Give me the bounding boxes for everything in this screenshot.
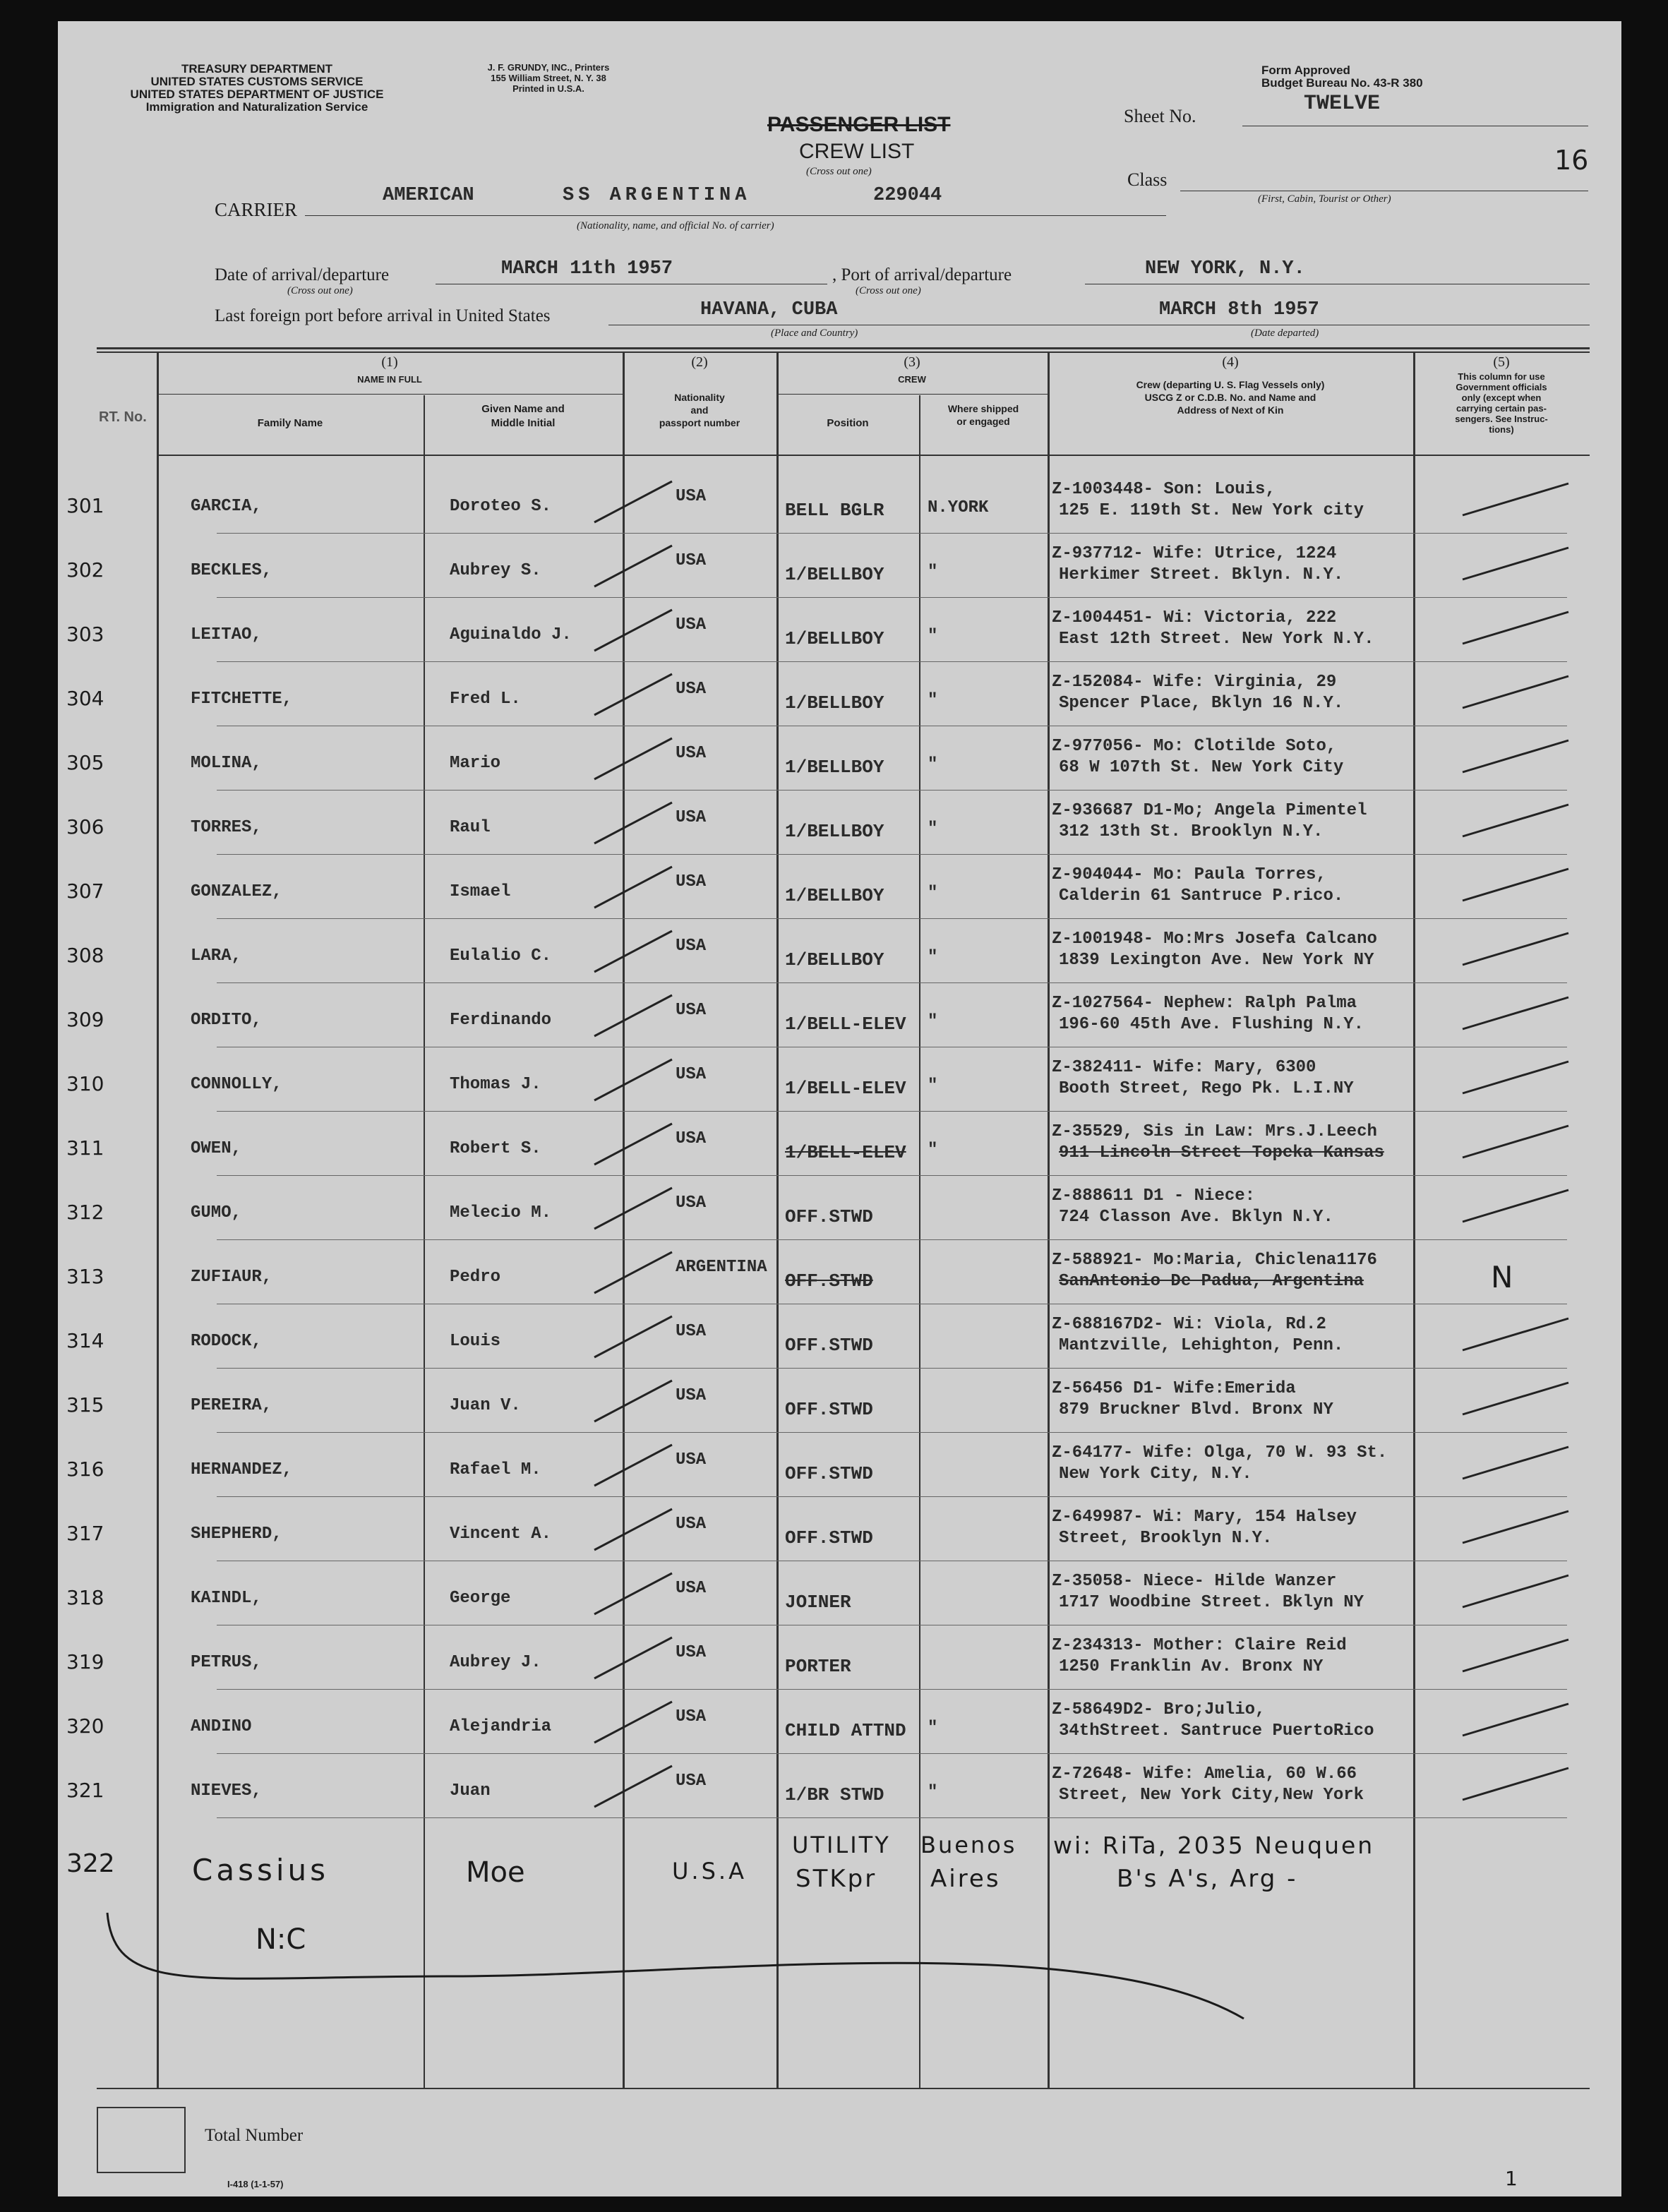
row-family-name: PETRUS, [191,1653,262,1672]
check-stroke [594,674,672,715]
col-4-number: (4) [1222,354,1239,370]
row-position: OFF.STWD [785,1527,873,1549]
document-sheet [58,21,1621,2196]
row-shipped-at: " [928,691,938,710]
row-line-number: 313 [66,1265,104,1288]
row-kin-line-1: Z-234313- Mother: Claire Reid [1052,1636,1347,1655]
row-kin-line-2: Booth Street, Rego Pk. L.I.NY [1059,1079,1354,1098]
row-family-name: NIEVES, [191,1781,262,1801]
row-kin-line-1: Z-588921- Mo:Maria, Chiclena1176 [1052,1251,1377,1270]
row-given-name: Melecio M. [450,1203,552,1222]
row-line-number: 307 [66,879,104,903]
col-5-line-5: sengers. See Instruc- [1455,414,1548,424]
row-family-name: FITCHETTE, [191,690,293,709]
col5-check-stroke [1463,740,1568,772]
arrival-port: NEW YORK, N.Y. [1145,258,1305,279]
row-nationality: USA [676,615,707,635]
col-4-line-3: Address of Next of Kin [1177,404,1284,416]
row-kin-line-1: Z-937712- Wife: Utrice, 1224 [1052,544,1337,563]
row-given-name: Juan V. [450,1396,521,1415]
row-shipped-at: N.YORK [928,498,989,517]
row-position: OFF.STWD [785,1463,873,1484]
row-kin-line-1: Z-688167D2- Wi: Viola, Rd.2 [1052,1315,1326,1334]
col5-n-mark: N [1491,1260,1513,1294]
title-crew-list: CREW LIST [799,140,915,163]
row-line-number: 319 [66,1650,104,1673]
check-stroke [594,1252,672,1293]
col-4-line-2: USCG Z or C.D.B. No. and Name and [1144,392,1316,403]
carrier-label: CARRIER [215,199,298,220]
row-nationality: USA [676,1065,707,1084]
check-stroke [594,995,672,1036]
row-kin-line-2: Calderin 61 Santruce P.rico. [1059,886,1344,906]
col-nat-2: and [690,404,709,416]
col5-check-stroke [1463,997,1568,1029]
row-given-name: George [450,1589,511,1608]
check-stroke [594,1124,672,1165]
col-5-line-2: Government officials [1456,382,1547,392]
row-shipped-at: " [928,1076,938,1095]
row-given-name: Raul [450,818,491,837]
row-nationality: USA [676,808,707,827]
row-family-name: GUMO, [191,1203,242,1222]
printer-line-3: Printed in U.S.A. [512,83,584,94]
row-family-name: PEREIRA, [191,1396,272,1415]
row-given-name: Ismael [450,882,511,901]
row-line-number: 312 [66,1201,104,1224]
row-kin-line-1: Z-649987- Wi: Mary, 154 Halsey [1052,1508,1357,1527]
col-3-title: CREW [898,374,926,385]
row-position: BELL BGLR [785,500,884,521]
col5-check-stroke [1463,1511,1568,1543]
page-number: 16 [1554,145,1589,176]
row-nationality: USA [676,744,707,763]
row-kin-line-1: Z-1027564- Nephew: Ralph Palma [1052,994,1357,1013]
row-kin-line-2: New York City, N.Y. [1059,1465,1252,1484]
row-nationality: USA [676,1129,707,1148]
col-1-number: (1) [381,354,398,370]
form-approved: Form Approved [1261,64,1350,77]
row-kin-line-2: Mantzville, Lehighton, Penn. [1059,1336,1344,1355]
check-stroke [594,1637,672,1678]
rt-no-label: RT. No. [99,409,147,425]
row-line-number: 320 [66,1714,104,1738]
row-position: OFF.STWD [785,1206,873,1227]
col-given-name-1: Given Name and [481,403,565,415]
row-position: 1/BELLBOY [785,692,884,714]
col-nat-3: passport number [659,417,740,428]
row-shipped-at: " [928,563,938,582]
last-port-value: HAVANA, CUBA [700,299,838,320]
row-nationality: USA [676,872,707,891]
bracket-curve-mark [107,1913,1244,2019]
row-nationality: USA [676,1707,707,1726]
row-line-number: 304 [66,687,104,710]
check-stroke [594,1766,672,1807]
col-5-line-1: This column for use [1458,371,1545,382]
col5-check-stroke [1463,933,1568,965]
col5-check-stroke [1463,1190,1568,1222]
check-stroke [594,1573,672,1614]
carrier-number: 229044 [873,185,942,206]
col-family-name: Family Name [257,417,323,429]
row-family-name: RODOCK, [191,1332,262,1351]
row-nationality: USA [676,551,707,570]
port-label: , Port of arrival/departure [832,265,1012,284]
row-kin-line-1: Z-1004451- Wi: Victoria, 222 [1052,608,1337,627]
row-322-shipped-1: Buenos [920,1832,1017,1858]
row-given-name: Vincent A. [450,1525,552,1544]
row-nationality: USA [676,1772,707,1791]
row-family-name: SHEPHERD, [191,1525,282,1544]
row-kin-line-1: Z-35529, Sis in Law: Mrs.J.Leech [1052,1122,1377,1141]
row-line-number: 303 [66,623,104,646]
col5-check-stroke [1463,1318,1568,1350]
row-nationality: USA [676,937,707,956]
row-given-name: Doroteo S. [450,497,552,516]
row-kin-line-2: 879 Bruckner Blvd. Bronx NY [1059,1400,1333,1419]
departed-hint: (Date departed) [1251,327,1319,339]
col5-check-stroke [1463,1383,1568,1414]
check-stroke [594,481,672,522]
check-stroke [594,546,672,587]
row-family-name: ANDINO [191,1717,252,1736]
row-kin-line-1: Z-977056- Mo: Clotilde Soto, [1052,737,1337,756]
row-shipped-at: " [928,1719,938,1738]
check-stroke [594,803,672,843]
row-position: CHILD ATTND [785,1720,906,1741]
check-stroke [594,1381,672,1421]
row-line-number: 314 [66,1329,104,1352]
row-nationality: USA [676,1194,707,1213]
col-2-number: (2) [691,354,708,370]
check-stroke [594,738,672,779]
check-stroke [594,610,672,651]
row-kin-line-2: 68 W 107th St. New York City [1059,758,1344,777]
row-position: OFF.STWD [785,1270,873,1292]
row-given-name: Aubrey J. [450,1653,541,1672]
check-stroke [594,1059,672,1100]
row-kin-line-2: SanAntonio De Padua, Argentina [1059,1272,1364,1291]
row-given-name: Aguinaldo J. [450,625,572,644]
col5-check-stroke [1463,1062,1568,1093]
row-shipped-at: " [928,1141,938,1160]
row-nationality: USA [676,1386,707,1405]
row-nationality: USA [676,487,707,506]
row-shipped-at: " [928,819,938,838]
agency-line-3: UNITED STATES DEPARTMENT OF JUSTICE [130,88,384,101]
row-line-number: 316 [66,1457,104,1481]
check-stroke [594,1445,672,1486]
row-322-shipped-2: Aires [930,1865,1001,1893]
row-line-number: 317 [66,1522,104,1545]
col5-check-stroke [1463,548,1568,579]
row-nationality: USA [676,1579,707,1598]
agency-line-4: Immigration and Naturalization Service [145,100,368,114]
row-nationality: USA [676,680,707,699]
col-5-line-3: only (except when [1461,392,1542,403]
cross-out-one-1: (Cross out one) [806,166,872,177]
row-family-name: MOLINA, [191,754,262,773]
col5-check-stroke [1463,1447,1568,1479]
col-4-line-1: Crew (departing U. S. Flag Vessels only) [1136,379,1325,390]
row-322-given-name: Moe [466,1856,525,1889]
row-kin-line-1: Z-64177- Wife: Olga, 70 W. 93 St. [1052,1443,1388,1462]
row-family-name: OWEN, [191,1139,242,1158]
row-322-position-1: UTILITY [792,1832,891,1858]
row-kin-line-1: Z-152084- Wife: Virginia, 29 [1052,673,1337,692]
col5-check-stroke [1463,869,1568,901]
printer-line-2: 155 William Street, N. Y. 38 [491,73,606,83]
row-kin-line-1: Z-35058- Niece- Hilde Wanzer [1052,1572,1337,1591]
row-given-name: Aubrey S. [450,561,541,580]
check-stroke [594,1509,672,1550]
row-position: 1/BELLBOY [785,564,884,585]
row-position: 1/BELLBOY [785,757,884,778]
col-5-line-4: carrying certain pas- [1456,403,1547,414]
row-kin-line-2: Street, New York City,New York [1059,1786,1364,1805]
row-line-number: 305 [66,751,104,774]
row-322-family-name: Cassius [192,1853,329,1887]
row-position: 1/BELLBOY [785,628,884,649]
pen-marks [58,21,1621,2196]
row-shipped-at: " [928,1012,938,1031]
agency-line-1: TREASURY DEPARTMENT [181,62,333,76]
carrier-hint: (Nationality, name, and official No. of carrier) [577,220,774,232]
col5-check-stroke [1463,1575,1568,1607]
title-passenger-list: PASSENGER LIST [767,113,951,136]
row-family-name: TORRES, [191,818,262,837]
row-given-name: Alejandria [450,1717,552,1736]
carrier-name: SS ARGENTINA [563,185,751,206]
last-port-label: Last foreign port before arrival in United States [215,306,551,325]
row-family-name: ORDITO, [191,1011,262,1030]
row-line-number: 302 [66,558,104,582]
row-kin-line-1: Z-888611 D1 - Niece: [1052,1186,1256,1206]
row-given-name: Thomas J. [450,1075,541,1094]
carrier-nationality: AMERICAN [383,185,474,206]
check-stroke [594,931,672,972]
row-position: 1/BELL-ELEV [785,1078,906,1099]
row-position: OFF.STWD [785,1335,873,1356]
row-shipped-at: " [928,627,938,646]
row-322-kin-1: wi: RiTa, 2035 Neuquen [1053,1832,1375,1859]
col-shipped-1: Where shipped [947,403,1019,414]
row-line-number: 308 [66,944,104,967]
row-given-name: Fred L. [450,690,521,709]
row-family-name: CONNOLLY, [191,1075,282,1094]
last-port-hint: (Place and Country) [771,327,858,339]
row-kin-line-1: Z-72648- Wife: Amelia, 60 W.66 [1052,1765,1357,1784]
row-line-number: 318 [66,1586,104,1609]
col5-check-stroke [1463,1126,1568,1158]
sheet-no-value: TWELVE [1304,92,1381,116]
row-kin-line-2: East 12th Street. New York N.Y. [1059,630,1374,649]
row-given-name: Ferdinando [450,1011,552,1030]
col5-check-stroke [1463,1704,1568,1736]
row-line-number: 321 [66,1779,104,1802]
row-kin-line-2: Street, Brooklyn N.Y. [1059,1529,1273,1548]
col-given-name-2: Middle Initial [491,417,556,429]
row-nationality: USA [676,1001,707,1020]
col5-check-stroke [1463,483,1568,515]
form-code: I-418 (1-1-57) [227,2179,284,2189]
agency-line-2: UNITED STATES CUSTOMS SERVICE [150,75,364,88]
row-position: JOINER [785,1592,851,1613]
row-nationality: USA [676,1643,707,1662]
row-line-number: 315 [66,1393,104,1417]
row-position: 1/BELLBOY [785,821,884,842]
row-given-name: Louis [450,1332,501,1351]
row-nationality: ARGENTINA [676,1258,767,1277]
row-family-name: HERNANDEZ, [191,1460,293,1479]
cross-out-one-2: (Cross out one) [287,285,353,296]
row-kin-line-1: Z-56456 D1- Wife:Emerida [1052,1379,1296,1398]
row-family-name: LEITAO, [191,625,262,644]
class-label: Class [1127,169,1168,190]
col5-check-stroke [1463,805,1568,836]
row-kin-line-2: 196-60 45th Ave. Flushing N.Y. [1059,1015,1364,1034]
row-shipped-at: " [928,755,938,774]
arrival-date: MARCH 11th 1957 [501,258,673,279]
row-kin-line-2: Herkimer Street. Bklyn. N.Y. [1059,565,1344,584]
row-given-name: Rafael M. [450,1460,541,1479]
row-kin-line-2: 1839 Lexington Ave. New York NY [1059,951,1374,970]
budget-bureau: Budget Bureau No. 43-R 380 [1261,76,1423,90]
row-kin-line-1: Z-382411- Wife: Mary, 6300 [1052,1058,1316,1077]
row-given-name: Juan [450,1781,491,1801]
row-family-name: GONZALEZ, [191,882,282,901]
row-line-number: 311 [66,1136,104,1160]
row-position: 1/BELLBOY [785,949,884,970]
row-line-number: 301 [66,494,104,517]
row-line-number: 309 [66,1008,104,1031]
row-given-name: Robert S. [450,1139,541,1158]
row-nationality: USA [676,1450,707,1469]
row-kin-line-2: 34thStreet. Santruce PuertoRico [1059,1721,1374,1741]
row-kin-line-2: 724 Classon Ave. Bklyn N.Y. [1059,1208,1333,1227]
row-position: 1/BR STWD [785,1784,884,1805]
row-kin-line-1: Z-1003448- Son: Louis, [1052,480,1276,499]
row-position: OFF.STWD [785,1399,873,1420]
row-shipped-at: " [928,884,938,903]
row-position: PORTER [785,1656,851,1677]
total-number-label: Total Number [205,2126,304,2145]
row-shipped-at: " [928,948,938,967]
col-1-title: NAME IN FULL [357,374,422,385]
class-hint: (First, Cabin, Tourist or Other) [1258,193,1391,205]
row-322-kin-2: B's A's, Arg - [1117,1865,1298,1893]
row-kin-line-2: 911 Lincoln Street Topeka Kansas [1059,1143,1384,1162]
date-arrival-label: Date of arrival/departure [215,265,390,284]
row-shipped-at: " [928,1783,938,1802]
printer-line-1: J. F. GRUNDY, INC., Printers [487,62,610,73]
corner-mark: 1 [1505,2167,1518,2190]
row-given-name: Mario [450,754,501,773]
col5-check-stroke [1463,612,1568,644]
row-given-name: Eulalio C. [450,946,552,966]
row-position: 1/BELLBOY [785,885,884,906]
row-kin-line-2: 125 E. 119th St. New York city [1059,501,1364,520]
departed-date: MARCH 8th 1957 [1159,299,1319,320]
row-family-name: ZUFIAUR, [191,1268,272,1287]
check-stroke [594,1188,672,1229]
cross-out-one-3: (Cross out one) [856,285,921,296]
col5-check-stroke [1463,1768,1568,1800]
row-nationality: USA [676,1515,707,1534]
check-stroke [594,1316,672,1357]
row-line-number: 306 [66,815,104,838]
row-322-position-2: STKpr [796,1865,877,1893]
row-family-name: GARCIA, [191,497,262,516]
row-322-line-number: 322 [66,1849,115,1878]
row-given-name: Pedro [450,1268,501,1287]
check-stroke [594,1702,672,1743]
col5-check-stroke [1463,676,1568,708]
nc-note: N:C [256,1923,306,1956]
row-family-name: LARA, [191,946,242,966]
row-kin-line-2: 1717 Woodbine Street. Bklyn NY [1059,1593,1364,1612]
check-stroke [594,867,672,908]
col-nat-1: Nationality [674,392,725,403]
row-line-number: 310 [66,1072,104,1095]
row-kin-line-2: 312 13th St. Brooklyn N.Y. [1059,822,1324,841]
row-kin-line-1: Z-58649D2- Bro;Julio, [1052,1700,1266,1719]
row-kin-line-1: Z-1001948- Mo:Mrs Josefa Calcano [1052,930,1377,949]
row-322-nationality: U.S.A [672,1858,747,1885]
row-family-name: KAINDL, [191,1589,262,1608]
col-shipped-2: or engaged [956,416,1010,427]
col-5-line-6: tions) [1489,424,1514,435]
row-kin-line-1: Z-936687 D1-Mo; Angela Pimentel [1052,801,1367,820]
col-5-number: (5) [1493,354,1510,370]
row-position: 1/BELL-ELEV [785,1142,906,1163]
row-kin-line-2: Spencer Place, Bklyn 16 N.Y. [1059,694,1344,713]
sheet-no-label: Sheet No. [1124,106,1196,126]
row-kin-line-2: 1250 Franklin Av. Bronx NY [1059,1657,1324,1676]
col5-check-stroke [1463,1640,1568,1671]
row-position: 1/BELL-ELEV [785,1014,906,1035]
col-position: Position [827,417,869,429]
row-nationality: USA [676,1322,707,1341]
col-3-number: (3) [904,354,920,370]
row-family-name: BECKLES, [191,561,272,580]
row-kin-line-1: Z-904044- Mo: Paula Torres, [1052,865,1326,884]
